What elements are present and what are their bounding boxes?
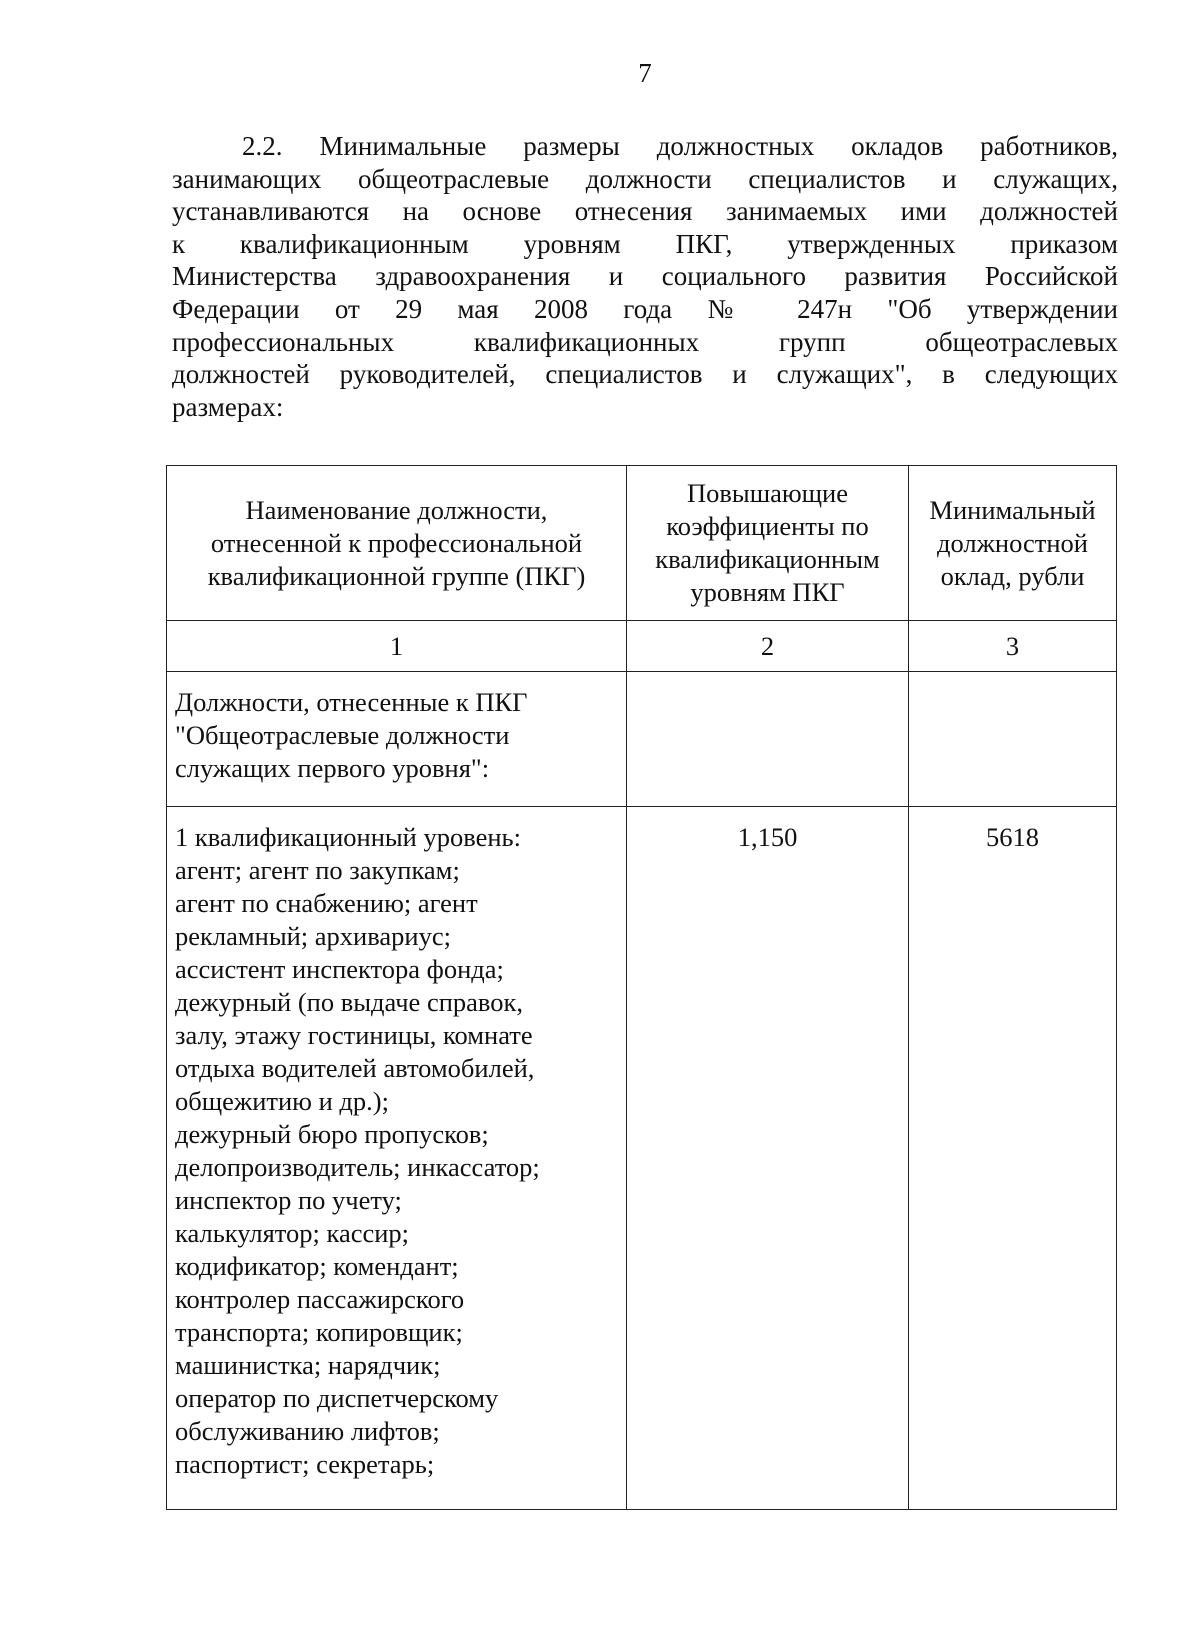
column-number: 2	[627, 621, 909, 672]
column-number-row	[167, 621, 1117, 672]
salary-table-container	[166, 465, 1117, 1510]
paragraph-line: 2.2. Минимальные размеры должностных окладов работников,	[242, 131, 1118, 161]
paragraph-line: устанавливаются на основе отнесения занимаемых ими должностей	[172, 196, 1118, 227]
group-heading-row	[167, 672, 1117, 807]
paragraph-line: размерах:	[172, 391, 284, 422]
salary-table	[166, 465, 1117, 1510]
paragraph-line: занимающих общеотраслевые должности специалистов и служащих,	[172, 163, 1118, 194]
position-list-cell: 1 квалификационный уровень: агент; агент по закупкам; агент по снабжению; агент рекламный; архивариус; ассистент инспектора фонда; дежурный (по выдаче справок, залу, этажу гостиницы, комнате отдыха водителей автомобилей, общежитию и др.); дежурный бюро пропусков; делопроизводитель; инкассатор; инспектор по учету; калькулятор; кассир; кодификатор; комендант; контролер пассажирского транспорта; копировщик; машинистка; нарядчик; оператор по диспетчерскому обслуживанию лифтов; паспортист; секретарь;	[167, 807, 627, 1510]
header-min-salary: Минимальный должностной оклад, рубли	[909, 466, 1117, 621]
paragraph-line: Федерации от 29 мая 2008 года № 247н "Об утверждении	[172, 293, 1118, 324]
header-coefficients: Повышающие коэффициенты по квалификационным уровням ПКГ	[627, 466, 909, 621]
coefficient-cell: 1,150	[627, 807, 909, 1510]
page-number: 7	[638, 58, 652, 88]
column-number: 3	[909, 621, 1117, 672]
paragraph-line: профессиональных квалификационных групп общеотраслевых	[172, 326, 1118, 357]
empty-cell	[909, 672, 1117, 807]
group-heading: Должности, отнесенные к ПКГ "Общеотраслевые должности служащих первого уровня":	[167, 672, 627, 807]
empty-cell	[627, 672, 909, 807]
salary-cell: 5618	[909, 807, 1117, 1510]
header-position-name: Наименование должности, отнесенной к профессиональной квалификационной группе (ПКГ)	[167, 466, 627, 621]
intro-paragraph	[172, 130, 1118, 423]
paragraph-line: Министерства здравоохранения и социального развития Российской	[172, 261, 1118, 292]
paragraph-line: к квалификационным уровням ПКГ, утвержденных приказом	[172, 228, 1118, 259]
table-row	[167, 807, 1117, 1510]
table-header-row	[167, 466, 1117, 621]
paragraph-line: должностей руководителей, специалистов и служащих", в следующих	[172, 359, 1118, 390]
column-number: 1	[167, 621, 627, 672]
